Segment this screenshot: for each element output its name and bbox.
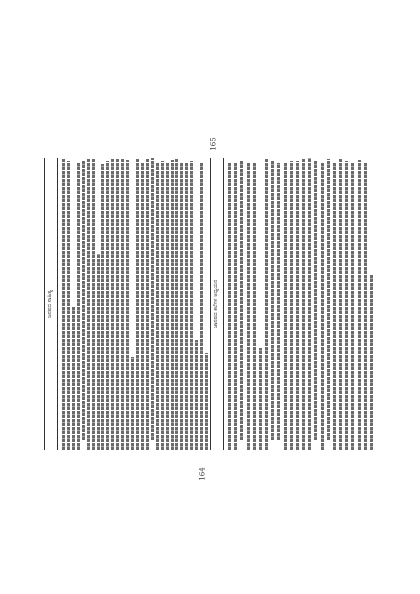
text-line <box>161 161 164 450</box>
text-line <box>136 159 139 450</box>
right-page-number: 165 <box>209 137 218 151</box>
text-line <box>67 161 70 450</box>
text-line <box>364 163 367 450</box>
text-line <box>175 159 178 450</box>
text-line <box>259 348 262 450</box>
text-line <box>247 163 250 450</box>
text-line <box>296 161 299 450</box>
left-page <box>47 158 209 450</box>
text-line <box>308 158 311 450</box>
text-line <box>111 159 114 450</box>
text-line <box>290 161 293 450</box>
text-line <box>126 160 129 450</box>
text-line <box>72 307 75 450</box>
text-line <box>200 162 203 450</box>
left-page-number: 164 <box>198 467 207 481</box>
text-line <box>62 159 65 450</box>
text-line <box>351 162 354 450</box>
text-line <box>156 162 159 450</box>
left-page-body <box>61 158 209 450</box>
text-line <box>302 159 305 450</box>
right-page-body <box>227 158 375 450</box>
text-line <box>116 159 119 450</box>
text-line <box>141 163 144 450</box>
text-line <box>228 163 231 450</box>
text-line <box>277 163 280 440</box>
text-line <box>166 163 169 450</box>
right-page-rule <box>210 158 211 450</box>
text-line <box>321 162 324 450</box>
text-line <box>185 163 188 450</box>
text-line <box>151 158 154 440</box>
text-line <box>77 163 80 450</box>
text-line <box>370 275 373 450</box>
text-line <box>131 357 134 450</box>
text-line <box>234 163 237 450</box>
text-line <box>240 160 243 440</box>
text-line <box>345 161 348 450</box>
text-line <box>339 159 342 450</box>
text-line <box>97 254 100 450</box>
right-running-head: ಜಾನಪದ ಕಲೆಗಳ ಅಧ್ಯಯನ <box>213 158 224 450</box>
text-line <box>271 161 274 440</box>
text-line <box>333 162 336 450</box>
text-line <box>205 353 208 450</box>
text-line <box>82 161 85 440</box>
right-page <box>213 158 375 450</box>
text-line <box>106 161 109 450</box>
left-page-rule <box>44 158 45 450</box>
text-line <box>146 159 149 450</box>
text-line <box>314 160 317 440</box>
text-line <box>121 159 124 450</box>
text-line <box>171 160 174 450</box>
text-line <box>358 160 361 450</box>
text-line <box>253 162 256 450</box>
text-line <box>180 163 183 450</box>
text-line <box>190 161 193 450</box>
text-line <box>284 163 287 450</box>
text-line <box>101 164 104 450</box>
text-line <box>265 159 268 450</box>
text-line <box>195 340 198 450</box>
text-line <box>87 159 90 450</box>
left-running-head: ಜನಪದ ಸಾಹಿತ್ಯ <box>47 158 58 450</box>
text-line <box>92 159 95 450</box>
text-line <box>327 159 330 440</box>
